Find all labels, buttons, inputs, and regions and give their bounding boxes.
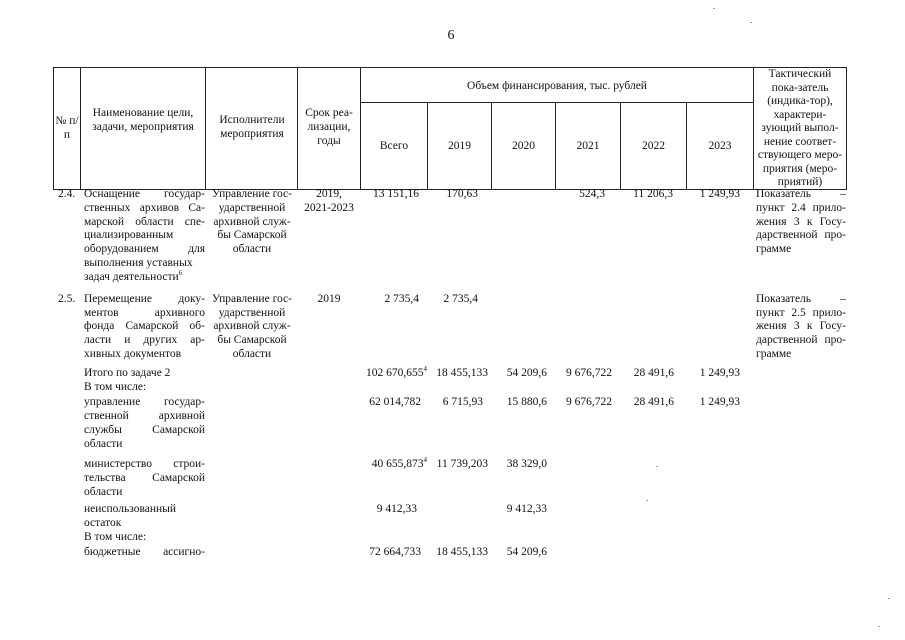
row-total: 40 655,873$^4$ — [371, 456, 427, 470]
row-exec-line: Управление гос- — [212, 188, 292, 200]
header-total: Всего — [379, 140, 409, 152]
row-number: 2.4. — [58, 188, 76, 200]
including-label: В том числе: — [84, 381, 147, 393]
header-num: № п/п — [55, 115, 79, 141]
header-indicator: Тактический пока-затель (индика-тор), характери-зующий выпол-нение соответ-ствующего меро-приятия (меро-приятий) — [757, 68, 843, 188]
row-indicator-line: грамме — [756, 243, 792, 255]
row-term-line: 2019, — [316, 188, 342, 200]
row-indicator-line: дарственной про- — [756, 334, 846, 346]
row-total: 9 412,33 — [376, 503, 417, 515]
row-name-line: ственных архивов Са- — [84, 202, 205, 214]
row-term-line: 2021-2023 — [304, 202, 354, 214]
header-year-2019: 2019 — [448, 140, 471, 152]
row-exec-line: ударственной — [218, 307, 286, 319]
footnote-mark: 6 — [178, 269, 183, 278]
total-2020: 54 209,6 — [506, 367, 547, 379]
row-exec-line: ударственной — [218, 202, 286, 214]
page-number: 6 — [447, 28, 455, 43]
col-divider — [205, 67, 206, 189]
total-all: 102 670,655$^4$ — [366, 365, 427, 379]
including-label: В том числе: — [84, 531, 147, 543]
row-term-line: 2019 — [317, 293, 341, 305]
scan-speck — [878, 626, 880, 627]
row-name-line: марской области спе- — [84, 216, 205, 228]
col-divider — [753, 67, 754, 189]
row-name-line: министерство строи- — [84, 458, 205, 470]
row-2019: 170,63 — [446, 188, 478, 200]
total-2023: 1 249,93 — [699, 367, 740, 379]
row-name-line: неиспользованный — [84, 503, 177, 515]
row-name-line: тельства Самарской — [84, 472, 205, 484]
row-name-line: бюджетные ассигно- — [84, 546, 205, 558]
scan-speck — [888, 598, 890, 599]
row-2019: 18 455,133 — [436, 546, 488, 558]
col-divider — [620, 102, 621, 189]
col-divider — [360, 67, 361, 189]
row-indicator-line: жения 3 к Госу- — [756, 216, 846, 228]
row-exec-line: области — [232, 348, 272, 360]
col-divider — [491, 102, 492, 189]
col-divider — [53, 67, 54, 189]
header-term: Срок реа-лизации, годы — [305, 107, 353, 147]
col-divider — [555, 102, 556, 189]
row-exec-line: архивной служ- — [213, 216, 291, 228]
header-funding: Объем финансирования, тыс. рублей — [467, 80, 647, 92]
scan-speck — [750, 22, 752, 23]
row-2022: 11 206,3 — [633, 188, 673, 200]
scan-speck — [656, 466, 658, 467]
row-indicator-line: пункт 2.4 прило- — [756, 202, 846, 214]
total-2021: 9 676,722 — [566, 367, 612, 379]
row-name-line: управление государ- — [84, 396, 205, 408]
row-total: 62 014,782 — [369, 396, 421, 408]
row-exec-line: архивной служ- — [213, 320, 291, 332]
col-divider — [427, 102, 428, 189]
row-name-line: задач деятельности$^6$ — [84, 269, 183, 283]
row-indicator-line: грамме — [756, 348, 792, 360]
row-name-line: ментов архивного — [84, 307, 205, 319]
total-label: Итого по задаче 2 — [84, 367, 171, 379]
header-year-2021: 2021 — [576, 140, 600, 152]
row-total: 72 664,733 — [369, 546, 421, 558]
row-name-line: циализированным — [84, 229, 174, 241]
footnote-mark: 4 — [423, 456, 427, 465]
row-indicator-line: пункт 2.5 прило- — [756, 307, 846, 319]
col-divider — [686, 102, 687, 189]
row-2020: 54 209,6 — [506, 546, 547, 558]
row-name-line: Перемещение доку- — [84, 293, 205, 305]
header-executors: Исполнители мероприятия — [219, 114, 285, 140]
header-top-border — [53, 67, 847, 68]
row-name-line: ласти и других ар- — [84, 334, 205, 346]
row-name-line: области — [84, 486, 123, 498]
header-year-2023: 2023 — [708, 140, 732, 152]
row-indicator-line: Показатель – — [756, 293, 846, 305]
row-indicator-line: Показатель – — [756, 188, 846, 200]
row-indicator-line: дарственной про- — [756, 229, 846, 241]
row-2019: 6 715,93 — [442, 396, 483, 408]
header-name: Наименование цели, задачи, мероприятия — [92, 107, 194, 133]
scan-speck — [646, 500, 648, 501]
col-divider — [846, 67, 847, 189]
row-2020: 9 412,33 — [506, 503, 547, 515]
row-exec-line: Управление гос- — [212, 293, 292, 305]
funding-subheader-border — [360, 102, 753, 103]
row-2023: 1 249,93 — [699, 396, 740, 408]
row-2021: 524,3 — [579, 188, 605, 200]
row-2023: 1 249,93 — [699, 188, 740, 200]
header-year-2022: 2022 — [642, 140, 665, 152]
row-2020: 38 329,0 — [506, 458, 547, 470]
row-name-line: области — [84, 438, 123, 450]
row-2019: 11 739,203 — [436, 458, 488, 470]
row-name-line: фонда Самарской об- — [84, 320, 205, 332]
footnote-mark: 4 — [423, 365, 427, 374]
row-name-line: службы Самарской — [84, 424, 205, 436]
total-2019: 18 455,133 — [436, 367, 488, 379]
row-2020: 15 880,6 — [506, 396, 547, 408]
row-exec-line: бы Самарской — [217, 229, 287, 241]
row-name-line: хивных документов — [84, 348, 182, 360]
row-name-line: выполнения уставных — [84, 257, 193, 269]
row-total: 13 151,16 — [373, 188, 419, 200]
row-2019: 2 735,4 — [443, 293, 478, 305]
row-indicator-line: жения 3 к Госу- — [756, 320, 846, 332]
row-exec-line: области — [232, 243, 272, 255]
row-name-line: Оснащение государ- — [84, 188, 205, 200]
scan-speck — [713, 8, 715, 9]
row-name-line: оборудованием для — [84, 243, 205, 255]
row-total: 2 735,4 — [384, 293, 419, 305]
row-number: 2.5. — [58, 293, 76, 305]
row-name-line: ственной архивной — [84, 410, 205, 422]
row-2022: 28 491,6 — [633, 396, 674, 408]
header-year-2020: 2020 — [512, 140, 535, 152]
row-2021: 9 676,722 — [566, 396, 612, 408]
col-divider — [297, 67, 298, 189]
total-2022: 28 491,6 — [633, 367, 674, 379]
col-divider — [80, 67, 81, 189]
row-name-line: остаток — [84, 517, 122, 529]
row-exec-line: бы Самарской — [217, 334, 287, 346]
